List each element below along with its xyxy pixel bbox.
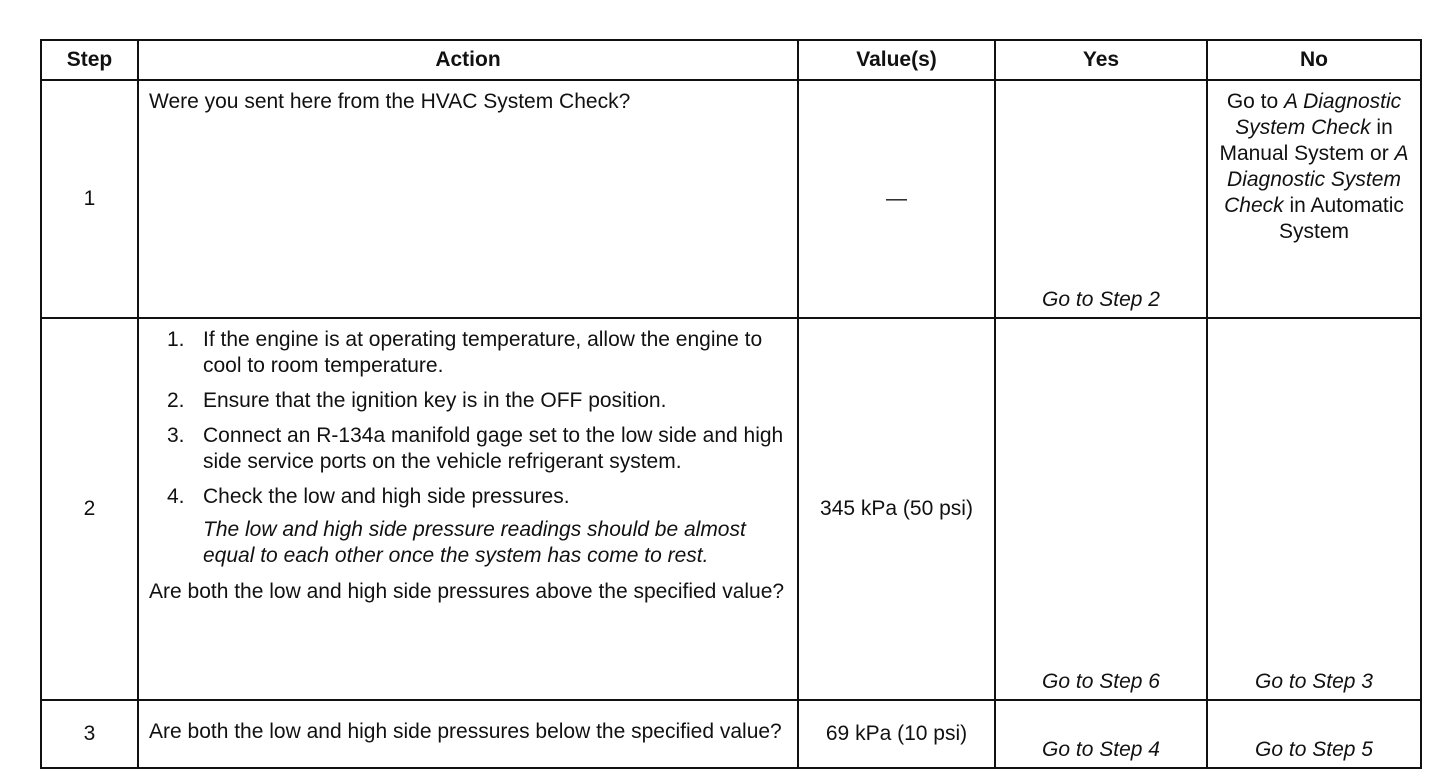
no-link[interactable]: Go to Step 3	[1255, 670, 1373, 693]
no-cell	[1207, 80, 1421, 318]
header-no: No	[1207, 40, 1421, 80]
yes-link[interactable]: Go to Step 6	[1042, 670, 1160, 693]
table-row	[41, 700, 1421, 768]
header-values: Value(s)	[798, 40, 995, 80]
no-cell	[1207, 700, 1421, 768]
no-text: in Manual System or	[1219, 116, 1395, 165]
table-row	[41, 80, 1421, 318]
no-text: in Automatic System	[1278, 194, 1404, 243]
header-yes: Yes	[995, 40, 1207, 80]
no-link[interactable]: Go to Step 5	[1255, 738, 1373, 761]
header-action: Action	[138, 40, 798, 80]
action-list	[149, 327, 787, 510]
no-cell	[1207, 318, 1421, 700]
header-row	[41, 40, 1421, 80]
value-cell: 345 kPa (50 psi)	[798, 318, 995, 700]
step-number: 3	[41, 700, 138, 768]
yes-cell	[995, 318, 1207, 700]
yes-cell	[995, 700, 1207, 768]
value-cell: 69 kPa (10 psi)	[798, 700, 995, 768]
table-row	[41, 318, 1421, 700]
no-link-manual[interactable]: A Diagnostic System Check	[1235, 90, 1402, 139]
yes-link[interactable]: Go to Step 4	[1042, 738, 1160, 761]
value-cell: —	[798, 80, 995, 318]
no-link-automatic[interactable]: A Diagnostic System Check	[1224, 142, 1409, 217]
action-cell	[138, 318, 798, 700]
yes-cell	[995, 80, 1207, 318]
diagnostic-table	[40, 39, 1422, 769]
step-number: 1	[41, 80, 138, 318]
list-item: 4. Check the low and high side pressures.	[167, 485, 570, 508]
yes-link[interactable]: Go to Step 2	[1042, 288, 1160, 311]
no-text: Go to	[1226, 90, 1285, 113]
action-text: Were you sent here from the HVAC System Check?	[138, 80, 798, 318]
header-step: Step	[41, 40, 138, 80]
action-question: Are both the low and high side pressures above the specified value?	[149, 580, 785, 603]
list-item: 1. If the engine is at operating temperature, allow the engine to cool to room temperature.	[167, 328, 763, 377]
list-item: 2. Ensure that the ignition key is in the OFF position.	[167, 389, 667, 412]
action-text: Are both the low and high side pressures below the specified value?	[138, 700, 798, 768]
step-number: 2	[41, 318, 138, 700]
pressure-note: The low and high side pressure readings should be almost equal to each other once the system has come to rest.	[203, 518, 746, 567]
list-item: 3. Connect an R-134a manifold gage set to the low side and high side service ports on the vehicle refrigerant system.	[167, 424, 784, 473]
